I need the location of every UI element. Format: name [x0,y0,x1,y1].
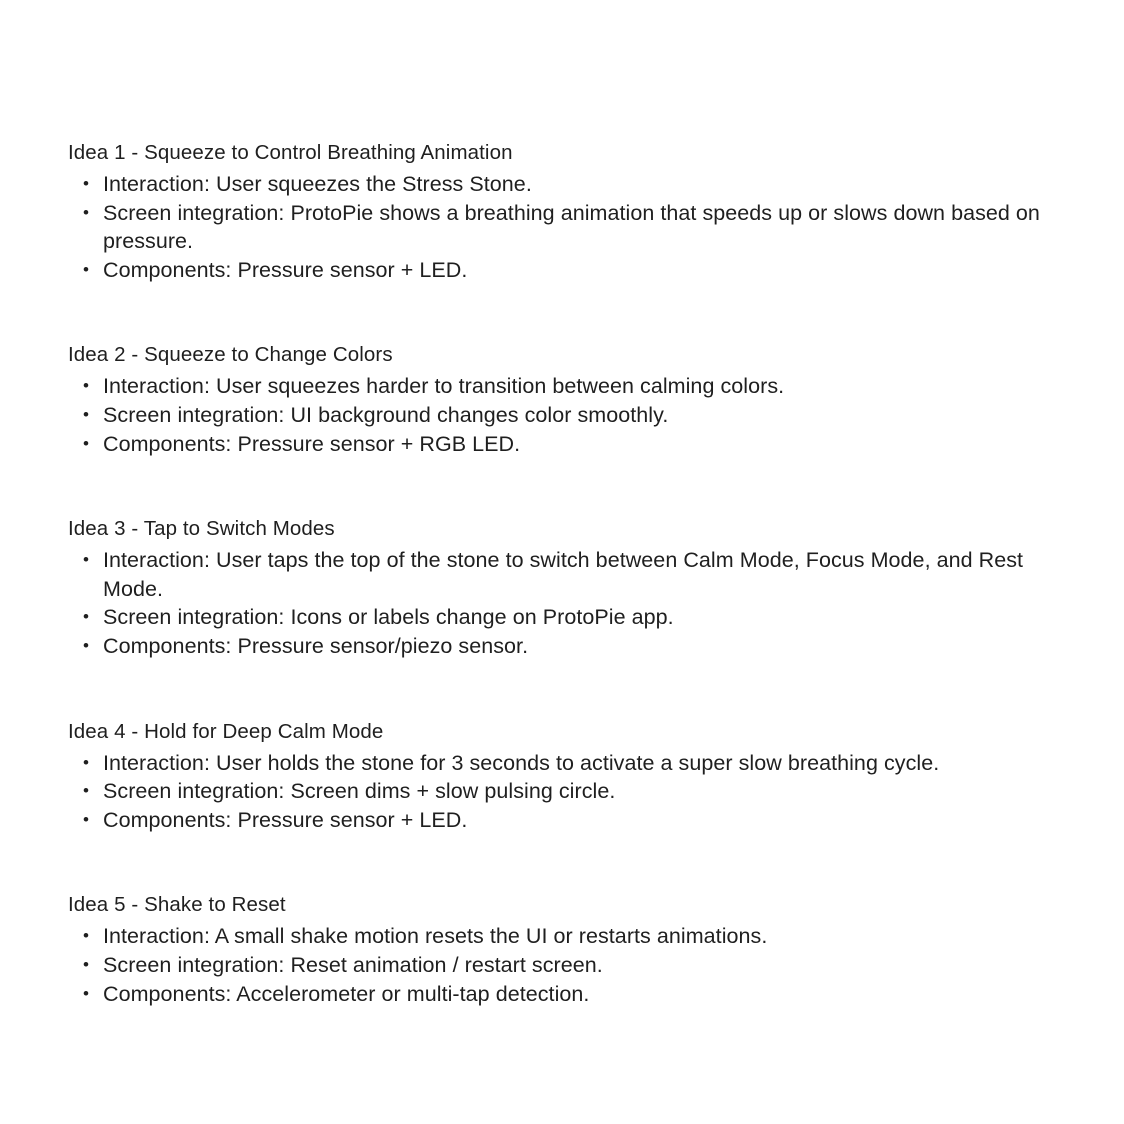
idea-bullet-list [68,922,1064,1008]
bullet-text: Interaction: User squeezes harder to transition between calming colors. [103,374,785,399]
idea-block [68,139,1064,284]
bullet-list-item [68,922,1064,951]
bullet-list-item [68,806,1064,835]
idea-bullet-list [68,546,1064,660]
bullet-text: Components: Accelerometer or multi-tap detection. [103,981,590,1006]
bullet-text: Screen integration: UI background changes color smoothly. [103,402,669,427]
bullet-text: Interaction: User taps the top of the stone to switch between Calm Mode, Focus Mode, and Rest Mode. [103,548,1024,601]
bullet-text: Interaction: User squeezes the Stress Stone. [103,172,532,196]
idea-bullet-list [68,749,1064,835]
idea-heading: Idea 3 - Tap to Switch Modes [68,517,335,541]
bullet-dot-icon: • [83,259,90,279]
bullet-dot-icon: • [83,550,90,570]
bullet-list-item [68,256,1064,285]
idea-bullet-list [68,372,1064,458]
bullet-text: Components: Pressure sensor/piezo sensor. [103,633,529,658]
bullet-text: Screen integration: Icons or labels change on ProtoPie app. [103,605,674,630]
bullet-text: Components: Pressure sensor + LED. [103,807,468,832]
idea-heading: Idea 4 - Hold for Deep Calm Mode [68,719,384,743]
bullet-text: Components: Pressure sensor + RGB LED. [103,431,521,456]
bullet-text: Screen integration: ProtoPie shows a breathing animation that speeds up or slows down based on pressure. [103,200,1040,254]
bullet-list-item [68,546,1061,603]
idea-heading: Idea 2 - Squeeze to Change Colors [68,343,393,367]
bullet-text: Components: Pressure sensor + LED. [103,257,468,282]
idea-block [68,891,1064,1008]
bullet-dot-icon: • [83,954,90,974]
idea-block [68,718,1064,835]
bullet-list-item [68,603,1061,632]
idea-heading: Idea 5 - Shake to Reset [68,893,286,917]
bullet-list-item [68,980,1064,1009]
bullet-dot-icon: • [83,174,90,193]
bullet-dot-icon: • [83,983,90,1003]
idea-list [68,139,1064,1008]
bullet-list-item [68,199,1064,256]
bullet-dot-icon: • [83,607,90,627]
bullet-list-item [68,951,1064,980]
bullet-dot-icon: • [83,376,90,396]
bullet-list-item [68,170,1064,199]
bullet-text: Interaction: A small shake motion resets the UI or restarts animations. [103,924,768,949]
idea-block [68,341,1064,458]
bullet-list-item [68,430,1064,459]
bullet-list-item [68,372,1064,401]
bullet-dot-icon: • [83,433,90,453]
idea-bullet-list [68,170,1064,284]
bullet-dot-icon: • [83,635,90,655]
bullet-dot-icon: • [83,809,90,829]
idea-heading: Idea 1 - Squeeze to Control Breathing Animation [68,141,513,164]
idea-block [68,515,1064,660]
bullet-list-item [68,749,1064,778]
bullet-dot-icon: • [83,781,90,801]
bullet-list-item [68,777,1064,806]
bullet-list-item [68,401,1064,430]
bullet-text: Screen integration: Screen dims + slow pulsing circle. [103,779,616,804]
bullet-list-item [68,632,1061,661]
bullet-text: Screen integration: Reset animation / restart screen. [103,952,603,977]
bullet-text: Interaction: User holds the stone for 3 seconds to activate a super slow breathing cycle. [103,750,940,775]
bullet-dot-icon: • [83,926,90,946]
bullet-dot-icon: • [83,202,90,222]
bullet-dot-icon: • [83,752,90,772]
bullet-dot-icon: • [83,404,90,424]
